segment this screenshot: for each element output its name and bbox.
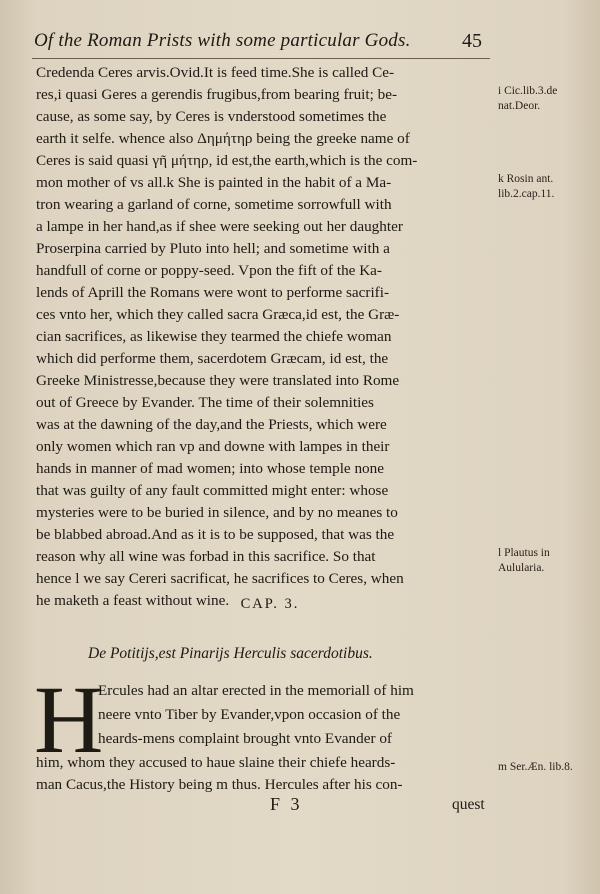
body-line: be blabbed abroad.And as it is to be supposed, that was the — [36, 526, 395, 543]
body-line: neere vnto Tiber by Evander,vpon occasion of the — [98, 706, 401, 723]
body-line: Ceres is said quasi γῆ μήτηρ, id est,the earth,which is the com- — [36, 152, 418, 169]
body-line: was at the dawning of the day,and the Priests, which were — [36, 416, 387, 433]
body-line: heards-mens complaint brought vnto Evander of — [98, 730, 392, 747]
body-line: Credenda Ceres arvis.Ovid.It is feed time.She is called Ce- — [36, 64, 395, 81]
body-line: earth it selfe. whence also Δημήτηρ being the greeke name of — [36, 130, 410, 147]
body-line: only women which ran vp and downe with lampes in their — [36, 438, 390, 455]
page-number: 45 — [462, 30, 482, 52]
chapter-subtitle: De Potitijs,est Pinarijs Herculis sacerdotibus. — [88, 645, 373, 662]
chapter-heading: CAP. 3. — [240, 596, 300, 612]
signature-mark: F 3 — [270, 794, 303, 814]
body-line: Ercules had an altar erected in the memoriall of him — [98, 682, 414, 699]
margin-note: i Cic.lib.3.de nat.Deor. — [498, 85, 558, 112]
body-line: cause, as some say, by Ceres is vnderstood sometimes the — [36, 108, 387, 125]
body-line: tron wearing a garland of corne, sometime sorrowfull with — [36, 196, 392, 213]
body-line: Greeke Ministresse,because they were translated into Rome — [36, 372, 400, 389]
body-line: out of Greece by Evander. The time of their solemnities — [36, 394, 374, 411]
margin-note: m Ser.Æn. lib.8. — [498, 761, 573, 773]
body-line: man Cacus,the History being m thus. Hercules after his con- — [36, 776, 403, 793]
body-line: he maketh a feast without wine. — [36, 592, 230, 609]
margin-note: l Plautus in Aulularia. — [498, 547, 550, 574]
body-line: him, whom they accused to haue slaine their chiefe heards- — [36, 754, 396, 771]
body-line: that was guilty of any fault committed might enter: whose — [36, 482, 389, 499]
running-header-title: Of the Roman Prists with some particular Gods. — [34, 30, 411, 51]
drop-cap: H — [34, 666, 104, 773]
body-line: handfull of corne or poppy-seed. Vpon the fift of the Ka- — [36, 262, 382, 279]
body-line: which did performe them, sacerdotem Græcam, id est, the — [36, 350, 389, 367]
body-line: hands in manner of mad women; into whose temple none — [36, 460, 384, 477]
body-line: res,i quasi Geres a gerendis frugibus,from bearing fruit; be- — [36, 86, 398, 103]
body-line: Proserpina carried by Pluto into hell; and sometime with a — [36, 240, 390, 257]
body-line: mon mother of vs all.k She is painted in the habit of a Ma- — [36, 174, 392, 191]
body-line: cian sacrifices, as likewise they tearmed the chiefe woman — [36, 328, 392, 345]
margin-note: k Rosin ant. lib.2.cap.11. — [498, 173, 555, 200]
body-line: reason why all wine was forbad in this sacrifice. So that — [36, 548, 376, 565]
header-rule — [32, 58, 490, 59]
body-line: a lampe in her hand,as if shee were seeking out her daughter — [36, 218, 403, 235]
body-line: lends of Aprill the Romans were wont to performe sacrifi- — [36, 284, 390, 301]
body-line: mysteries were to be buried in silence, and by no meanes to — [36, 504, 398, 521]
catchword: quest — [452, 796, 485, 813]
body-line: hence l we say Cereri sacrificat, he sacrifices to Ceres, when — [36, 570, 404, 587]
body-line: ces vnto her, which they called sacra Græca,id est, the Græ- — [36, 306, 400, 323]
